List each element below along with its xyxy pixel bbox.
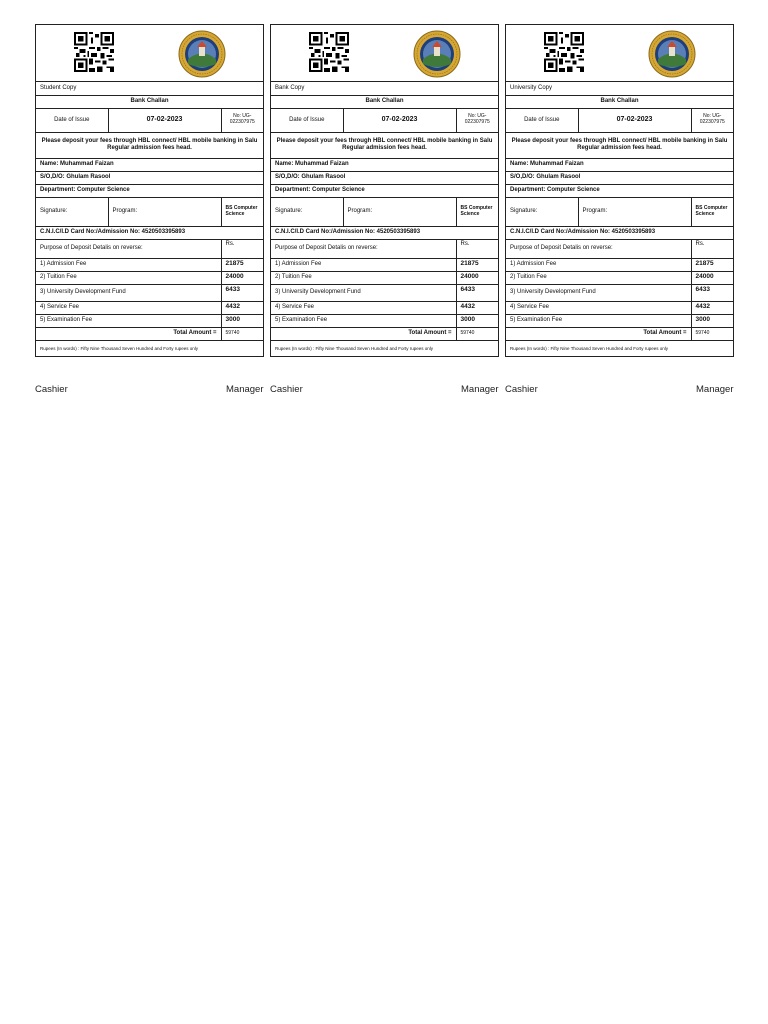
fee-label: 4) Service Fee (36, 301, 221, 314)
fee-row (36, 258, 263, 271)
challan-copy (270, 24, 499, 357)
copy-label: Bank Copy (271, 82, 498, 95)
fee-row (36, 271, 263, 284)
purpose-label: Purpose of Deposit Detalis on reverse: (271, 239, 456, 258)
fee-label: 3) University Development Fund (271, 284, 456, 301)
challan-header (36, 25, 263, 82)
cnic-number: C.N.I.C/I.D Card No:/Admission No: 4520503395893 (36, 226, 263, 239)
fee-amount: 4432 (691, 301, 733, 314)
program-label: Program: (343, 197, 456, 226)
deposit-instructions: Please deposit your fees through HBL connect/ HBL mobile banking in Salu Regular admission fees head. (506, 132, 733, 158)
qr-code-icon (74, 32, 114, 72)
date-label: Date of Issue (36, 108, 108, 132)
cashier-signature-label: Cashier (270, 384, 303, 395)
program-label: Program: (578, 197, 691, 226)
copy-label: University Copy (506, 82, 733, 95)
guardian-name: S/O,D/O: Ghulam Rasool (506, 171, 733, 184)
challan-copy (505, 24, 734, 357)
challan-number: No: UG-022307975 (691, 108, 733, 132)
qr-code-icon (544, 32, 584, 72)
program-value: BS Computer Science (691, 197, 733, 226)
issue-date: 07-02-2023 (578, 108, 691, 132)
challan-title: Bank Challan (36, 95, 263, 108)
fee-row (36, 314, 263, 327)
fee-row (506, 301, 733, 314)
challan-table (271, 82, 498, 357)
cnic-number: C.N.I.C/I.D Card No:/Admission No: 4520503395893 (271, 226, 498, 239)
fee-amount: 4432 (221, 301, 263, 314)
fee-amount: 3000 (456, 314, 498, 327)
fee-label: 3) University Development Fund (506, 284, 691, 301)
department: Department: Computer Science (36, 184, 263, 197)
fee-amount: 4432 (456, 301, 498, 314)
challan-header (506, 25, 733, 82)
fee-row (271, 258, 498, 271)
total-amount: 59740 (691, 327, 733, 340)
purpose-label: Purpose of Deposit Detalis on reverse: (506, 239, 691, 258)
amount-in-words: Rupees (In words) : Fifty Nine Thousand Seven Hundred and Forty rupees only (510, 346, 668, 352)
fee-label: 2) Tuition Fee (271, 271, 456, 284)
fee-row (271, 284, 498, 301)
fee-label: 5) Examination Fee (506, 314, 691, 327)
fee-row (36, 301, 263, 314)
challan-table (506, 82, 733, 357)
fee-row (271, 301, 498, 314)
cnic-number: C.N.I.C/I.D Card No:/Admission No: 4520503395893 (506, 226, 733, 239)
issue-date: 07-02-2023 (108, 108, 221, 132)
fee-row (36, 284, 263, 301)
fee-amount: 24000 (691, 271, 733, 284)
amount-in-words: Rupees (In words) : Fifty Nine Thousand Seven Hundred and Forty rupees only (40, 346, 198, 352)
fee-amount: 21875 (456, 258, 498, 271)
department: Department: Computer Science (271, 184, 498, 197)
university-seal-icon (413, 30, 461, 78)
fee-label: 1) Admission Fee (271, 258, 456, 271)
issue-date: 07-02-2023 (343, 108, 456, 132)
fee-label: 5) Examination Fee (36, 314, 221, 327)
fee-label: 1) Admission Fee (36, 258, 221, 271)
fee-row (271, 314, 498, 327)
date-label: Date of Issue (271, 108, 343, 132)
date-label: Date of Issue (506, 108, 578, 132)
department: Department: Computer Science (506, 184, 733, 197)
challan-header (271, 25, 498, 82)
challan-table (36, 82, 263, 357)
university-seal-icon (648, 30, 696, 78)
signature-label: Signature: (271, 197, 343, 226)
total-amount: 59740 (456, 327, 498, 340)
program-label: Program: (108, 197, 221, 226)
fee-amount: 24000 (456, 271, 498, 284)
fee-row (506, 271, 733, 284)
total-label: Total Amount = (271, 327, 456, 340)
challan-title: Bank Challan (271, 95, 498, 108)
total-label: Total Amount = (506, 327, 691, 340)
fee-amount: 21875 (691, 258, 733, 271)
manager-signature-label: Manager (226, 384, 264, 395)
rs-label: Rs. (221, 239, 263, 258)
fee-amount: 6433 (691, 284, 733, 301)
total-amount: 59740 (221, 327, 263, 340)
cashier-signature-label: Cashier (505, 384, 538, 395)
total-label: Total Amount = (36, 327, 221, 340)
university-seal-icon (178, 30, 226, 78)
manager-signature-label: Manager (461, 384, 499, 395)
deposit-instructions: Please deposit your fees through HBL connect/ HBL mobile banking in Salu Regular admission fees head. (36, 132, 263, 158)
fee-label: 4) Service Fee (271, 301, 456, 314)
purpose-label: Purpose of Deposit Detalis on reverse: (36, 239, 221, 258)
deposit-instructions: Please deposit your fees through HBL connect/ HBL mobile banking in Salu Regular admission fees head. (271, 132, 498, 158)
copy-label: Student Copy (36, 82, 263, 95)
fee-label: 3) University Development Fund (36, 284, 221, 301)
fee-amount: 6433 (221, 284, 263, 301)
challan-number: No: UG-022307975 (221, 108, 263, 132)
fee-amount: 3000 (221, 314, 263, 327)
challan-title: Bank Challan (506, 95, 733, 108)
fee-row (506, 284, 733, 301)
signature-label: Signature: (506, 197, 578, 226)
fee-label: 1) Admission Fee (506, 258, 691, 271)
fee-label: 2) Tuition Fee (506, 271, 691, 284)
fee-label: 5) Examination Fee (271, 314, 456, 327)
fee-label: 2) Tuition Fee (36, 271, 221, 284)
fee-amount: 3000 (691, 314, 733, 327)
student-name: Name: Muhammad Faizan (271, 158, 498, 171)
challan-number: No: UG-022307975 (456, 108, 498, 132)
qr-code-icon (309, 32, 349, 72)
rs-label: Rs. (456, 239, 498, 258)
rs-label: Rs. (691, 239, 733, 258)
fee-row (506, 258, 733, 271)
guardian-name: S/O,D/O: Ghulam Rasool (36, 171, 263, 184)
student-name: Name: Muhammad Faizan (36, 158, 263, 171)
fee-row (506, 314, 733, 327)
student-name: Name: Muhammad Faizan (506, 158, 733, 171)
program-value: BS Computer Science (456, 197, 498, 226)
program-value: BS Computer Science (221, 197, 263, 226)
amount-in-words: Rupees (In words) : Fifty Nine Thousand Seven Hundred and Forty rupees only (275, 346, 433, 352)
fee-amount: 21875 (221, 258, 263, 271)
challan-copy (35, 24, 264, 357)
fee-label: 4) Service Fee (506, 301, 691, 314)
guardian-name: S/O,D/O: Ghulam Rasool (271, 171, 498, 184)
fee-amount: 6433 (456, 284, 498, 301)
cashier-signature-label: Cashier (35, 384, 68, 395)
signature-label: Signature: (36, 197, 108, 226)
fee-row (271, 271, 498, 284)
manager-signature-label: Manager (696, 384, 734, 395)
fee-amount: 24000 (221, 271, 263, 284)
